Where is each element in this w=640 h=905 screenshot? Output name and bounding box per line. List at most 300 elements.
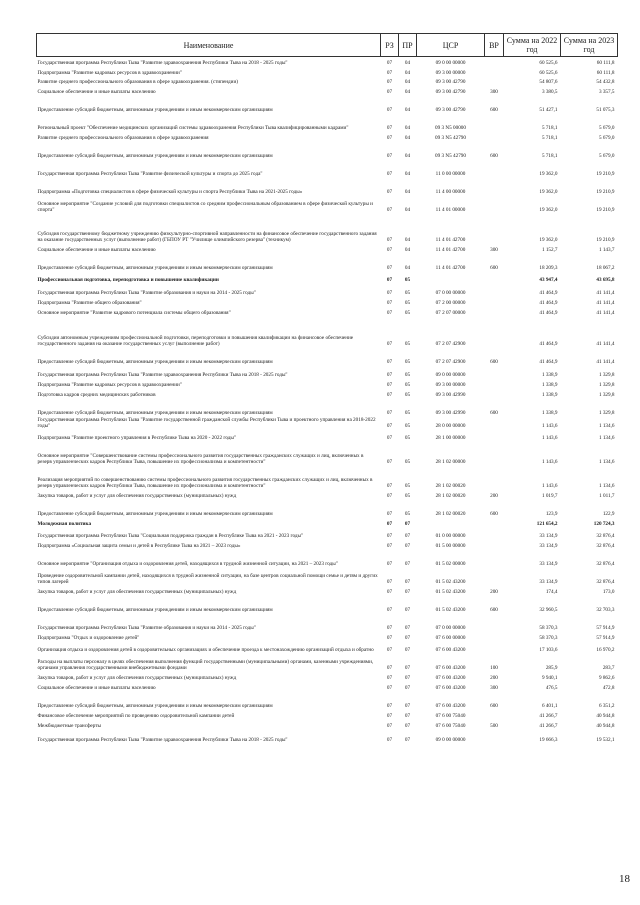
row-pr: 05	[404, 310, 411, 317]
table-row	[37, 389, 618, 399]
row-vr: 600	[490, 510, 498, 517]
row-rz: 07	[386, 392, 393, 399]
row-sum-2023: 1 134,6	[598, 458, 615, 465]
row-vr: 600	[490, 359, 498, 366]
table-row	[37, 57, 618, 67]
table-row	[37, 67, 618, 77]
table-row	[37, 399, 618, 417]
row-pr: 07	[404, 722, 411, 729]
row-pr: 04	[404, 125, 411, 132]
row-vr	[485, 160, 504, 178]
row-vr: 100	[490, 664, 498, 671]
row-rz: 07	[386, 300, 393, 307]
row-csr: 28 1 02 00020	[435, 482, 466, 489]
row-sum-2023: 60 111,8	[596, 70, 615, 77]
row-csr: 07 6 00 43200	[435, 702, 466, 709]
row-sum-2023: 472,8	[602, 684, 615, 691]
row-sum-2022: 1 143,6	[541, 422, 558, 429]
row-pr: 07	[404, 702, 411, 709]
row-vr	[485, 57, 504, 67]
row-name: Основное мероприятие "Совершенствование системы профессионального развития государственных гражданских служащих и лиц, включенных в резерв управленческих кадров Республики Тыва, повышение их профессионализма и компетентности"	[37, 452, 364, 465]
table-row	[37, 244, 618, 254]
row-name: Основное мероприятие "Развитие кадрового потенциала системы общего образования"	[37, 310, 231, 317]
row-sum-2022: 19 362,0	[539, 189, 558, 196]
row-sum-2023: 1 134,6	[598, 422, 615, 429]
row-name: Реализация мероприятий по совершенствованию системы профессионального развития государственных гражданских служащих и лиц, включенных в резерв управленческих кадров Республики Тыва, повышение их профессионализма и компетентности"	[37, 476, 373, 489]
table-row	[37, 671, 618, 681]
row-name: Региональный проект "Обеспечение медицинских организаций системы здравоохранения Республики Тыва квалифицированными кадрами"	[37, 125, 349, 132]
row-sum-2023: 40 944,8	[596, 722, 615, 729]
row-sum-2023: 5 679,0	[598, 135, 615, 142]
row-vr: 300	[490, 247, 498, 254]
row-sum-2022: 5 718,1	[541, 135, 558, 142]
header-sum-2023: Сумма на 2023 год	[561, 34, 618, 57]
row-sum-2023: 5 679,0	[598, 153, 615, 160]
row-name: Государственная программа Республики Тыва "Развитие государственной гражданской службы Республики Тыва и проектного управления на 2018-2022 годы"	[37, 416, 376, 429]
row-sum-2023: 41 141,4	[596, 310, 615, 317]
row-pr: 04	[404, 247, 411, 254]
row-name: Подпрограмма "Развитие кадровых ресурсов в здравоохранении"	[37, 70, 182, 77]
row-csr: 09 3 00 00000	[435, 382, 466, 389]
row-rz: 07	[386, 674, 393, 681]
row-sum-2023: 1 329,8	[598, 382, 615, 389]
row-rz: 07	[386, 578, 393, 585]
row-sum-2022: 1 338,9	[541, 392, 558, 399]
row-rz: 07	[386, 277, 393, 284]
row-vr: 200	[490, 492, 498, 499]
table-row	[37, 254, 618, 272]
row-sum-2022: 1 143,6	[541, 458, 558, 465]
row-rz: 07	[386, 722, 393, 729]
row-vr	[485, 379, 504, 389]
row-csr: 07 6 00 43200	[435, 664, 466, 671]
table-row	[37, 517, 618, 527]
row-rz: 07	[386, 135, 393, 142]
row-name: Предоставление субсидий бюджетным, автономным учреждениям и иным некоммерческим организациям	[37, 265, 273, 272]
row-sum-2023: 32 876,4	[596, 542, 615, 549]
row-rz: 07	[386, 520, 393, 527]
row-csr: 09 3 00 42790	[435, 79, 466, 86]
row-vr: 300	[490, 89, 498, 96]
row-rz: 07	[386, 410, 393, 417]
row-vr: 300	[490, 684, 498, 691]
row-csr: 09 3 N5 42790	[435, 135, 466, 142]
row-sum-2023: 16 970,2	[596, 646, 615, 653]
table-row	[37, 429, 618, 441]
row-csr: 11 4 00 00000	[435, 189, 466, 196]
row-rz: 07	[386, 70, 393, 77]
row-sum-2023: 1 011,7	[599, 492, 615, 499]
row-csr: 09 3 00 42790	[435, 107, 466, 114]
row-sum-2023: 18 067,2	[596, 265, 615, 272]
row-sum-2022: 51 427,1	[539, 107, 558, 114]
row-rz: 07	[386, 310, 393, 317]
row-sum-2023: 57 914,9	[596, 624, 615, 631]
row-vr	[485, 465, 504, 489]
table-row	[37, 96, 618, 114]
row-name: Молодежная политика	[37, 520, 92, 527]
row-pr: 07	[404, 646, 411, 653]
row-csr: 28 1 00 00000	[435, 434, 466, 441]
row-rz: 07	[386, 458, 393, 465]
row-sum-2022: 1 338,9	[541, 382, 558, 389]
row-pr: 05	[404, 290, 411, 297]
row-sum-2023: 32 876,4	[596, 532, 615, 539]
row-pr: 05	[404, 359, 411, 366]
row-vr	[485, 132, 504, 142]
row-vr	[485, 284, 504, 297]
row-csr: 09 3 00 42790	[435, 89, 466, 96]
header-pr: ПР	[399, 34, 417, 57]
row-vr	[485, 389, 504, 399]
row-csr: 07 6 00 75040	[435, 712, 466, 719]
row-pr: 04	[404, 89, 411, 96]
row-name: Государственная программа Республики Тыва "Социальная поддержка граждан в Республике Тыва на 2021 - 2023 годы"	[37, 532, 304, 539]
row-vr: 200	[490, 674, 498, 681]
row-sum-2022: 19 362,0	[539, 207, 558, 214]
row-csr: 09 3 00 42990	[435, 410, 466, 417]
row-csr: 07 0 00 00000	[435, 624, 466, 631]
row-pr: 05	[404, 392, 411, 399]
row-csr: 07 6 00 43200	[435, 684, 466, 691]
row-csr: 07 2 07 00000	[435, 310, 466, 317]
row-csr: 28 1 02 00020	[435, 492, 466, 499]
row-csr: 07 2 07 42900	[435, 359, 466, 366]
row-rz: 07	[386, 606, 393, 613]
row-pr: 04	[404, 60, 411, 67]
row-rz: 07	[386, 736, 393, 743]
row-pr: 07	[404, 712, 411, 719]
table-row	[37, 595, 618, 613]
row-pr: 07	[404, 634, 411, 641]
row-rz: 07	[386, 341, 393, 348]
row-vr	[485, 517, 504, 527]
row-sum-2022: 33 134,9	[539, 560, 558, 567]
row-pr: 05	[404, 300, 411, 307]
row-sum-2023: 1 329,8	[598, 372, 615, 379]
row-csr: 07 2 00 00000	[435, 300, 466, 307]
row-sum-2023: 19 210,9	[596, 207, 615, 214]
row-pr: 04	[404, 237, 411, 244]
row-name: Предоставление субсидий бюджетным, автономным учреждениям и иным некоммерческим организациям	[37, 107, 273, 114]
row-sum-2023: 57 914,9	[596, 634, 615, 641]
table-row	[37, 613, 618, 631]
header-sum-2022: Сумма на 2022 год	[504, 34, 561, 57]
table-row	[37, 348, 618, 366]
row-sum-2022: 41 464,9	[539, 300, 558, 307]
row-pr: 07	[404, 684, 411, 691]
row-rz: 07	[386, 290, 393, 297]
row-name: Закупка товаров, работ и услуг для обеспечения государственных (муниципальных) нужд	[37, 492, 237, 499]
row-sum-2022: 19 362,0	[539, 237, 558, 244]
row-sum-2022: 5 718,1	[541, 125, 558, 132]
row-csr: 09 3 00 00000	[435, 70, 466, 77]
table-row	[37, 196, 618, 214]
row-sum-2022: 285,9	[545, 664, 558, 671]
table-row	[37, 178, 618, 196]
row-vr: 600	[490, 153, 498, 160]
row-rz: 07	[386, 60, 393, 67]
row-rz: 07	[386, 189, 393, 196]
row-name: Подпрограмма «Подготовка специалистов в сфере физической культуры и спорта Республики Тыва на 2021-2025 годы»	[37, 189, 303, 196]
row-sum-2022: 41 464,9	[539, 310, 558, 317]
row-sum-2022: 6 401,1	[541, 702, 558, 709]
row-rz: 07	[386, 664, 393, 671]
row-pr: 07	[404, 560, 411, 567]
row-vr	[485, 272, 504, 284]
row-vr	[485, 613, 504, 631]
table-row	[37, 585, 618, 595]
row-name: Предоставление субсидий бюджетным, автономным учреждениям и иным некоммерческим организациям	[37, 153, 273, 160]
row-csr: 09 0 00 00000	[435, 372, 466, 379]
header-rz: РЗ	[381, 34, 399, 57]
row-sum-2022: 33 134,9	[539, 542, 558, 549]
row-rz: 07	[386, 107, 393, 114]
row-name: Закупка товаров, работ и услуг для обеспечения государственных (муниципальных) нужд	[37, 674, 237, 681]
row-rz: 07	[386, 684, 393, 691]
row-pr: 04	[404, 135, 411, 142]
row-sum-2022: 33 134,9	[539, 532, 558, 539]
row-vr: 600	[490, 265, 498, 272]
table-row	[37, 307, 618, 317]
row-csr: 28 1 02 00000	[435, 458, 466, 465]
row-pr: 04	[404, 171, 411, 178]
table-row	[37, 272, 618, 284]
table-row	[37, 719, 618, 729]
row-pr: 07	[404, 542, 411, 549]
row-csr: 07 6 00 00000	[435, 634, 466, 641]
row-vr	[485, 417, 504, 429]
row-rz: 07	[386, 634, 393, 641]
row-csr: 11 0 00 00000	[435, 171, 466, 178]
row-pr: 04	[404, 265, 411, 272]
row-name: Государственная программа Республики Тыва "Развитие здравоохранения Республики Тыва на 2018 - 2025 годы"	[37, 736, 288, 743]
row-csr: 07 2 07 42900	[435, 341, 466, 348]
row-pr: 05	[404, 372, 411, 379]
row-pr: 04	[404, 79, 411, 86]
row-rz: 07	[386, 207, 393, 214]
row-sum-2023: 19 210,9	[596, 189, 615, 196]
row-name: Предоставление субсидий бюджетным, автономным учреждениям и иным некоммерческим организациям	[37, 702, 273, 709]
table-row	[37, 317, 618, 348]
row-name: Подпрограмма "Развитие общего образования"	[37, 300, 142, 307]
row-pr: 05	[404, 434, 411, 441]
row-csr: 01 5 02 00000	[435, 560, 466, 567]
table-row	[37, 114, 618, 132]
row-vr: 500	[490, 722, 498, 729]
row-rz: 07	[386, 588, 393, 595]
row-vr	[485, 709, 504, 719]
row-csr: 01 0 00 00000	[435, 532, 466, 539]
row-sum-2023: 32 876,4	[596, 560, 615, 567]
row-vr: 600	[490, 606, 498, 613]
table-row	[37, 86, 618, 96]
row-vr	[485, 366, 504, 379]
row-rz: 07	[386, 712, 393, 719]
row-pr: 07	[404, 520, 411, 527]
row-sum-2023: 5 679,0	[598, 125, 615, 132]
row-name: Закупка товаров, работ и услуг для обеспечения государственных (муниципальных) нужд	[37, 588, 237, 595]
row-csr: 01 5 00 00000	[435, 542, 466, 549]
budget-table	[36, 33, 618, 743]
row-sum-2022: 32 960,5	[539, 606, 558, 613]
row-sum-2022: 1 152,7	[541, 247, 558, 254]
row-rz: 07	[386, 265, 393, 272]
row-sum-2023: 32 876,4	[596, 578, 615, 585]
row-vr: 600	[490, 410, 498, 417]
row-name: Межбюджетные трансферты	[37, 722, 102, 729]
row-name: Государственная программа Республики Тыва "Развитие здравоохранения Республики Тыва на 2018 - 2025 годы"	[37, 372, 288, 379]
row-sum-2023: 1 134,6	[598, 434, 615, 441]
row-sum-2023: 32 703,3	[596, 606, 615, 613]
row-sum-2022: 41 464,9	[539, 290, 558, 297]
row-sum-2023: 43 695,8	[596, 277, 615, 284]
row-vr	[485, 429, 504, 441]
row-name: Расходы на выплаты персоналу в целях обеспечения выполнения функций государственными (муниципальными) органами, казенными учреждениями, органами управления государственными внебюджетными фондами	[37, 658, 374, 671]
row-name: Развитие среднего профессионального образования в сфере здравоохранения. (стипендии)	[37, 79, 238, 86]
row-name: Финансовое обеспечение мероприятий по проведению оздоровительной кампании детей	[37, 712, 235, 719]
table-row	[37, 132, 618, 142]
table-row	[37, 441, 618, 465]
row-sum-2022: 1 143,6	[541, 482, 558, 489]
row-pr: 04	[404, 207, 411, 214]
row-pr: 05	[404, 382, 411, 389]
row-sum-2023: 41 141,4	[596, 359, 615, 366]
table-row	[37, 499, 618, 517]
row-sum-2022: 3 380,5	[541, 89, 558, 96]
row-pr: 05	[404, 458, 411, 465]
row-rz: 07	[386, 372, 393, 379]
row-rz: 07	[386, 247, 393, 254]
row-sum-2023: 173,0	[602, 588, 615, 595]
row-rz: 07	[386, 624, 393, 631]
row-name: Подпрограмма "Отдых и оздоровление детей"	[37, 634, 140, 641]
row-sum-2022: 19 666,3	[539, 736, 558, 743]
row-name: Государственная программа Республики Тыва "Развитие здравоохранения Республики Тыва на 2018 - 2025 годы"	[37, 60, 288, 67]
row-csr: 07 6 00 43200	[435, 646, 466, 653]
table-row	[37, 160, 618, 178]
row-rz: 07	[386, 359, 393, 366]
row-rz: 07	[386, 532, 393, 539]
row-pr: 05	[404, 492, 411, 499]
row-sum-2023: 6 351,2	[598, 702, 615, 709]
row-sum-2023: 19 210,9	[596, 237, 615, 244]
row-sum-2023: 283,7	[602, 664, 615, 671]
row-sum-2022: 41 464,9	[539, 341, 558, 348]
table-body	[37, 57, 618, 743]
row-name: Предоставление субсидий бюджетным, автономным учреждениям и иным некоммерческим организациям	[37, 510, 273, 517]
row-vr	[485, 631, 504, 641]
row-vr	[485, 297, 504, 307]
table-row	[37, 465, 618, 489]
row-rz: 07	[386, 482, 393, 489]
table-row	[37, 366, 618, 379]
row-vr: 600	[490, 702, 498, 709]
row-csr: 07 0 00 00000	[435, 290, 466, 297]
row-sum-2022: 41 266,7	[539, 712, 558, 719]
row-vr	[485, 114, 504, 132]
row-sum-2022: 58 370,3	[539, 624, 558, 631]
row-name: Государственная программа Республики Тыва "Развитие образования и науки на 2014 - 2025 годы"	[37, 624, 256, 631]
row-sum-2022: 1 019,7	[541, 492, 558, 499]
row-rz: 07	[386, 510, 393, 517]
row-name: Подготовка кадров средних медицинских работников	[37, 392, 156, 399]
row-csr: 28 1 02 00020	[435, 510, 466, 517]
header-vr: ВР	[485, 34, 504, 57]
table-row	[37, 729, 618, 743]
row-sum-2022: 1 338,9	[541, 372, 558, 379]
row-pr: 04	[404, 70, 411, 77]
table-row	[37, 691, 618, 709]
row-pr: 07	[404, 736, 411, 743]
row-csr: 01 5 02 43200	[435, 578, 466, 585]
row-sum-2022: 60 525,6	[539, 70, 558, 77]
row-sum-2023: 40 944,8	[596, 712, 615, 719]
table-header-row	[37, 34, 618, 57]
table-row	[37, 297, 618, 307]
row-vr	[485, 196, 504, 214]
row-csr: 01 5 02 43200	[435, 588, 466, 595]
row-sum-2023: 1 329,8	[598, 410, 615, 417]
row-pr: 07	[404, 624, 411, 631]
row-vr	[485, 549, 504, 567]
row-rz: 07	[386, 434, 393, 441]
row-sum-2022: 41 266,7	[539, 722, 558, 729]
row-vr	[485, 441, 504, 465]
row-vr	[485, 539, 504, 549]
row-csr: 11 4 01 42700	[435, 265, 466, 272]
table-row	[37, 631, 618, 641]
row-vr	[485, 307, 504, 317]
row-pr: 07	[404, 606, 411, 613]
row-name: Государственная программа Республики Тыва "Развитие образования и науки на 2014 - 2025 годы"	[37, 290, 256, 297]
row-pr: 07	[404, 664, 411, 671]
row-sum-2022: 17 103,6	[539, 646, 558, 653]
row-rz: 07	[386, 492, 393, 499]
row-name: Предоставление субсидий бюджетным, автономным учреждениям и иным некоммерческим организациям	[37, 359, 273, 366]
row-pr: 05	[404, 277, 411, 284]
row-csr: 09 3 00 42990	[435, 392, 466, 399]
row-vr	[485, 317, 504, 348]
row-sum-2023: 9 862,6	[598, 674, 615, 681]
row-sum-2023: 1 329,8	[598, 392, 615, 399]
row-pr: 05	[404, 341, 411, 348]
row-name: Подпрограмма «Социальная защита семьи и детей в Республике Тыва на 2021 – 2023 годы»	[37, 542, 241, 549]
row-rz: 07	[386, 153, 393, 160]
row-csr: 11 4 01 42700	[435, 247, 466, 254]
row-vr	[485, 77, 504, 86]
row-sum-2022: 41 464,9	[539, 359, 558, 366]
row-sum-2023: 122,9	[602, 510, 615, 517]
row-name: Предоставление субсидий бюджетным, автономным учреждениям и иным некоммерческим организациям	[37, 606, 273, 613]
table-row	[37, 142, 618, 160]
table-row	[37, 539, 618, 549]
row-sum-2022: 60 525,6	[539, 60, 558, 67]
row-csr	[417, 272, 485, 284]
table-row	[37, 489, 618, 499]
table-row	[37, 417, 618, 429]
row-rz: 07	[386, 237, 393, 244]
row-sum-2023: 51 075,3	[596, 107, 615, 114]
page-number: 18	[619, 873, 630, 885]
row-vr	[485, 729, 504, 743]
row-pr: 05	[404, 482, 411, 489]
row-sum-2022: 43 947,4	[539, 277, 558, 284]
row-vr	[485, 641, 504, 653]
row-name: Государственная программа Республики Тыва "Развитие физической культуры и спорта до 2025 года"	[37, 171, 263, 178]
row-name: Социальное обеспечение и иные выплаты населению	[37, 247, 156, 254]
row-csr: 07 6 00 75040	[435, 722, 466, 729]
